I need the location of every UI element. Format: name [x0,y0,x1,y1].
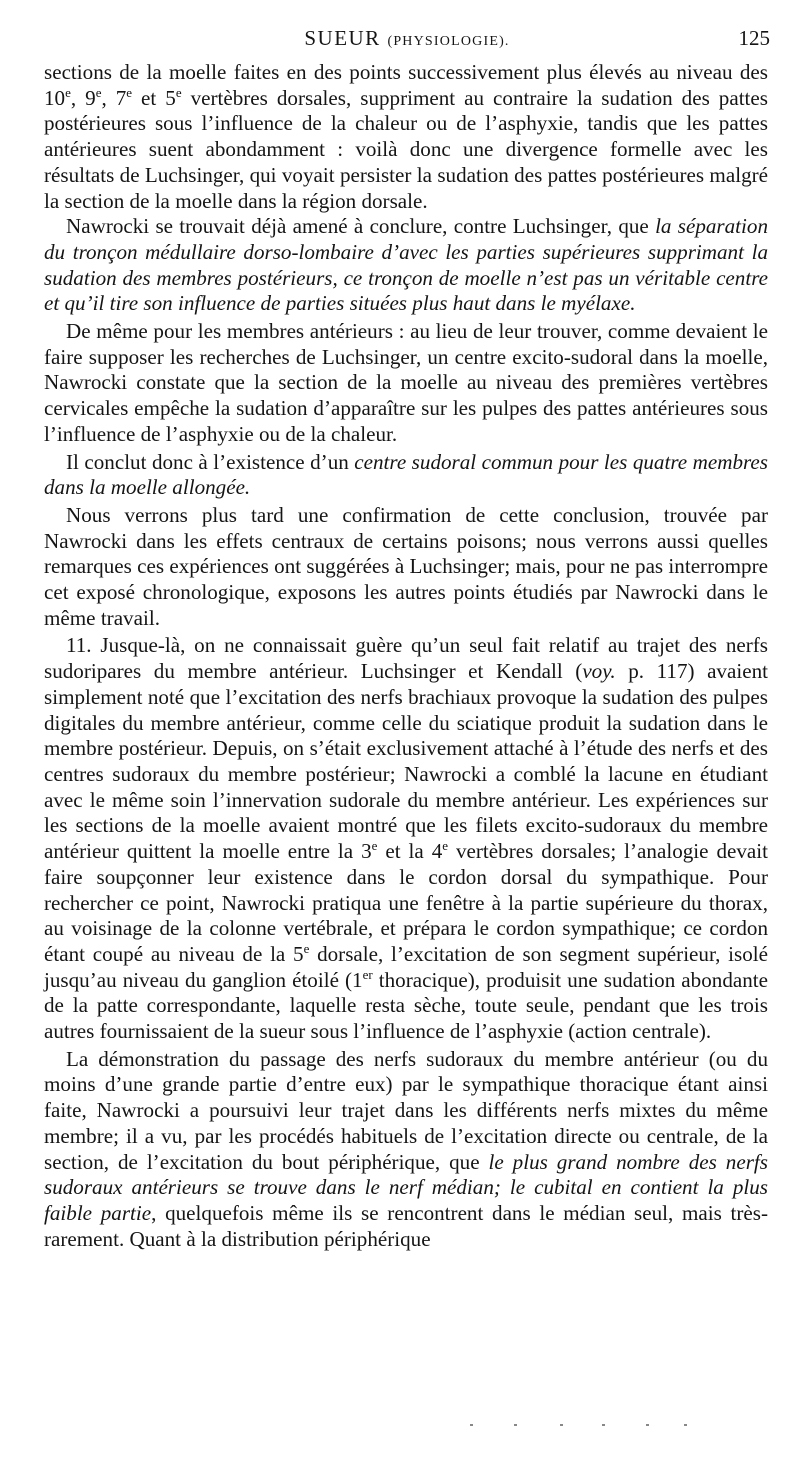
paragraph [44,450,768,501]
superscript-ordinal: e [175,84,182,100]
paragraph [44,319,768,448]
text-run: p. 117) avaient simplement noté que l’excitation des nerfs brachiaux provoque la sudation des pulpes digitales du membre antérieur, comme celle du sciatique produit la sudation dans le membre postérieur. Depuis, on s’était exclusivement attaché à l’étude des nerfs et des centres sudoraux du membre postérieur; Nawrocki a comblé la lacune en étudiant avec le même soin l’innervation sudorale du membre antérieur. Les expériences sur les sections de la moelle avaient montré que les filets excito-sudoraux du membre antérieur quittent la moelle entre la 3 [44,659,768,864]
italic-run: le plus grand nombre des nerfs sudoraux antérieurs se trouve dans le nerf médian; le cubital en contient la plus faible partie [44,1149,768,1225]
text-run: thoracique), produisit une sudation abondante de la patte correspondante, laquelle resta sèche, toute seule, pendant que les trois autres fournissaient de la sueur sous l’influence de l’asphyxie (action centrale). [44,967,768,1044]
text-run: sections de la moelle faites en des points successivement plus élevés au niveau des 10 [44,60,768,110]
body-text [44,60,768,1252]
paragraph [44,633,768,1044]
print-specks [470,1424,710,1430]
superscript-ordinal: e [65,84,71,100]
italic-run: voy. [582,659,616,684]
text-run: 11. Jusque-là, on ne connaissait guère qu’un seul fait relatif au trajet des nerfs sudoripares du membre antérieur. Luchsinger et Kendall ( [44,633,768,684]
text-run: De même pour les membres antérieurs : au lieu de leur trouver, comme devaient le faire supposer les recherches de Luchsinger, un centre excito-sudoral dans la moelle, Nawrocki constate que la section de la moelle au niveau des premières vertèbres cervicales empêche la sudation d’apparaître sur les pulpes des pattes antérieures sous l’influence de l’asphyxie ou de la chaleur. [44,319,768,446]
superscript-ordinal: er [362,966,373,982]
text-run: La démonstration du passage des nerfs sudoraux du membre antérieur (ou du moins d’une grande partie d’entre eux) par le sympathique thoracique étant ainsi faite, Nawrocki a poursuivi leur trajet dans les différents nerfs mixtes du même membre; il a vu, par les procédés habituels de l’excitation directe ou centrale, de la section, de l’excitation du bout périphérique, que [44,1046,768,1174]
paragraph [44,1047,768,1253]
superscript-ordinal: e [95,84,102,100]
text-run: vertèbres dorsales, suppriment au contraire la sudation des pattes postérieures sous l’influence de la chaleur ou de l’asphyxie, tandis que les pattes antérieures suent abondamment : voilà donc une divergence formelle avec les résultats de Luchsinger, qui voyait persister la sudation des pattes postérieures malgré la section de la moelle dans la région dorsale. [44,85,768,213]
text-run: et la 4 [377,839,443,864]
paragraph [44,60,768,214]
text-run: Nawrocki se trouvait déjà amené à conclure, contre Luchsinger, que [66,214,656,239]
italic-run: la séparation du tronçon médullaire dorso-lombaire d’avec les parties supérieures supprimant la sudation des membres postérieurs, ce tronçon de moelle n’est pas un véritable centre et qu’il tire son influence de parties situées plus haut dans le myélaxe. [44,214,768,316]
text-run: , 9 [70,85,96,110]
page-number: 125 [738,26,770,50]
running-title-main: SUEUR [304,26,381,50]
running-title [44,26,770,51]
italic-run: centre sudoral commun pour les quatre membres dans la moelle allongée. [44,449,768,500]
superscript-ordinal: e [371,838,378,854]
paragraph [44,503,768,632]
running-header [44,26,770,56]
text-run: et 5 [132,85,176,110]
text-run: Il conclut donc à l’existence d’un [66,449,355,474]
text-run: , 7 [101,85,127,110]
text-run: , quelquefois même ils se rencontrent dans le médian seul, mais très-rarement. Quant à la distribution périphérique [44,1200,769,1251]
paragraph [44,214,768,317]
text-run: vertèbres dorsales; l’analogie devait faire soupçonner leur existence dans le cordon dorsal du sympathique. Pour rechercher ce point, Nawrocki pratiqua une fenêtre à la partie supérieure du thorax, au voisinage de la colonne vertébrale, et prépara le cordon sympathique; ce cordon étant coupé au niveau de la 5 [44,839,768,966]
text-run: dorsale, l’excitation de son segment supérieur, isolé jusqu’au niveau du ganglion étoilé (1 [44,941,768,992]
superscript-ordinal: e [442,838,449,854]
running-title-sub: (PHYSIOLOGIE). [387,34,510,49]
text-run: Nous verrons plus tard une confirmation de cette conclusion, trouvée par Nawrocki dans les effets centraux de certains poisons; nous verrons aussi quelles remarques ces expériences ont suggérées à Luchsinger; mais, pour ne pas interrompre cet exposé chronologique, exposons les autres points étudiés par Nawrocki dans le même travail. [44,502,768,630]
superscript-ordinal: e [126,84,133,100]
superscript-ordinal: e [303,940,310,956]
